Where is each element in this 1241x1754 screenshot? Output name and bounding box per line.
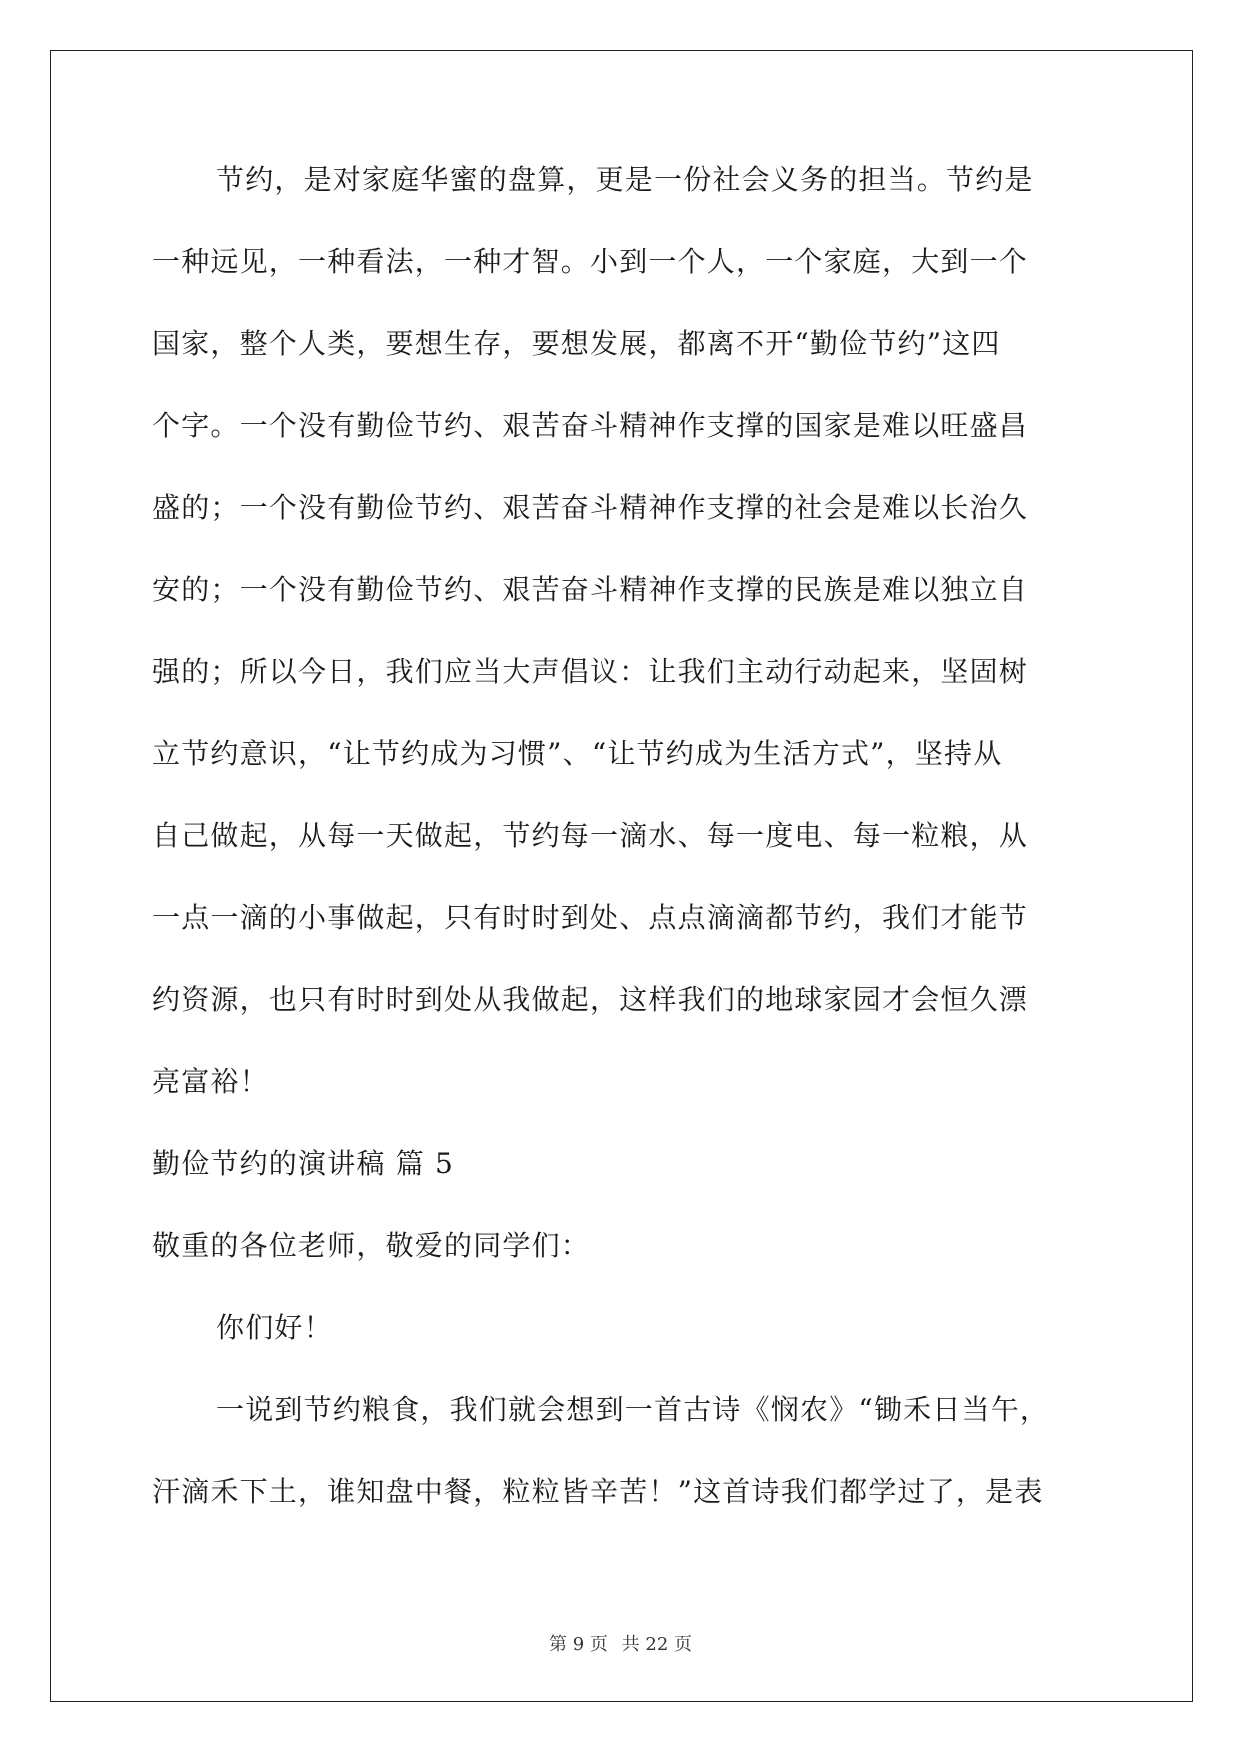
section-title: 勤俭节约的演讲稿 篇 5 (152, 1147, 455, 1180)
text-line: 国家，整个人类，要想生存，要想发展，都离不开“勤俭节约”这四 (152, 327, 1001, 360)
text-line: 个字。一个没有勤俭节约、艰苦奋斗精神作支撑的国家是难以旺盛昌 (152, 409, 1029, 442)
text-line: 节约，是对家庭华蜜的盘算，更是一份社会义务的担当。节约是 (216, 163, 1034, 196)
paragraph-1 (152, 160, 1092, 1144)
greeting: 你们好！ (216, 1311, 333, 1344)
document-body (152, 160, 1092, 1554)
text-line: 安的；一个没有勤俭节约、艰苦奋斗精神作支撑的民族是难以独立自 (152, 573, 1029, 606)
text-line: 约资源，也只有时时到处从我做起，这样我们的地球家园才会恒久漂 (152, 983, 1029, 1016)
text-line: 一说到节约粮食，我们就会想到一首古诗《悯农》“锄禾日当午， (216, 1393, 1050, 1426)
page-footer (0, 1630, 1241, 1656)
text-line: 一种远见，一种看法，一种才智。小到一个人，一个家庭，大到一个 (152, 245, 1029, 278)
page-number: 第 9 页 (549, 1634, 608, 1655)
text-line: 汗滴禾下土，谁知盘中餐，粒粒皆辛苦！”这首诗我们都学过了，是表 (152, 1475, 1044, 1508)
text-line: 立节约意识，“让节约成为习惯”、“让节约成为生活方式”，坚持从 (152, 737, 1003, 770)
salutation: 敬重的各位老师，敬爱的同学们： (152, 1229, 591, 1262)
paragraph-2 (152, 1390, 1092, 1554)
text-line: 亮富裕！ (152, 1065, 269, 1098)
text-line: 强的；所以今日，我们应当大声倡议：让我们主动行动起来，坚固树 (152, 655, 1029, 688)
total-pages: 共 22 页 (621, 1634, 692, 1655)
text-line: 盛的；一个没有勤俭节约、艰苦奋斗精神作支撑的社会是难以长治久 (152, 491, 1029, 524)
text-line: 一点一滴的小事做起，只有时时到处、点点滴滴都节约，我们才能节 (152, 901, 1029, 934)
text-line: 自己做起，从每一天做起，节约每一滴水、每一度电、每一粒粮，从 (152, 819, 1029, 852)
